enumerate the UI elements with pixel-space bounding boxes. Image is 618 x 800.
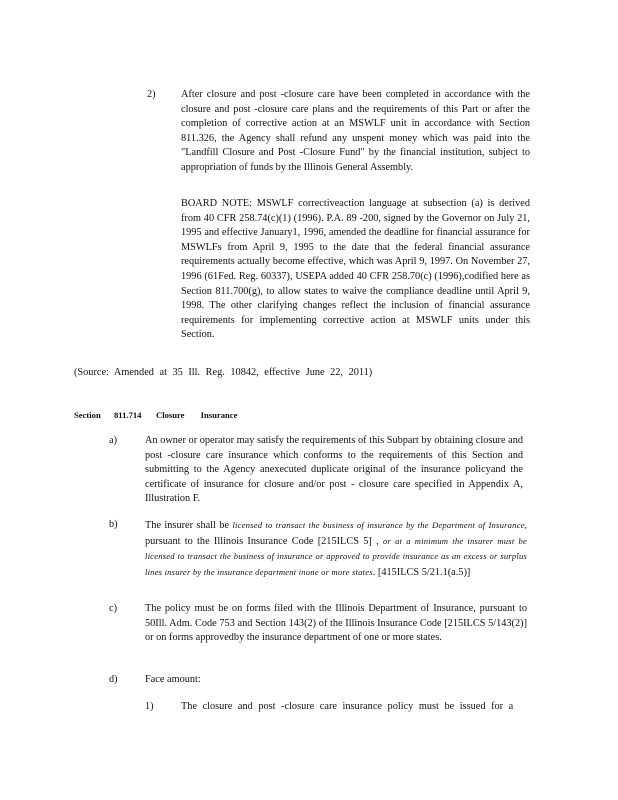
section-label: Section xyxy=(74,410,101,420)
para-d-letter: d) xyxy=(109,674,118,685)
para-d-text: Face amount: xyxy=(145,674,201,685)
para-b-lead: The insurer shall be xyxy=(145,520,230,531)
para-c-text: The policy must be on forms filed with the Illinois Department of Insurance, pursuant to 50Ill. Adm. Code 753 and Section 143(2) of the Illinois Insurance Code [215ILCS 5/143(2)] or on forms approvedby the insurance department of one or more states. xyxy=(145,603,527,644)
para-b-italic-2: or at a minimum the insurer must be licensed to transact the business of insurance or approved to provide insurance as an excess or surplus lines insurer by the insurance department inone or more states xyxy=(145,535,527,577)
para-b-mid: pursuant to the Illinois Insurance Code [215ILCS 5] , xyxy=(145,535,379,547)
para-d1-text: The closure and post -closure care insurance policy must be issued for a xyxy=(181,701,514,712)
para-d1-number: 1) xyxy=(145,701,154,712)
para-b-letter: b) xyxy=(109,519,118,530)
board-note: BOARD NOTE: MSWLF correctiveaction language at subsection (a) is derived from 40 CFR 258.74(c)(1) (1996). P.A. 89 -200, signed by the Governor on July 21, 1995 and effective January1, 1996, amended the deadline for financial assurance for MSWLFs from April 9, 1995 to the date that the federal financial assurance requirements actually become effective, which was April 9, 1997. On November 27, 1996 (61Fed. Reg. 60337), USEPA added 40 CFR 258.70(c) (1996),codified here as Section 811.700(g), to allow states to waive the compliance deadline until April 9, 1998. The other clarifying changes reflect the inclusion of financial assurance requirements for implementing corrective action at MSWLF units under this Section. xyxy=(181,198,530,341)
source-note: (Source: Amended at 35 Ill. Reg. 10842, effective June 22, 2011) xyxy=(74,367,373,378)
para-b-text xyxy=(145,518,527,580)
para-b-tail: . [415ILCS 5/21.1(a.5)] xyxy=(372,566,471,578)
rule-number-2: 2) xyxy=(147,89,156,100)
section-number: 811.714 xyxy=(114,410,142,420)
para-b-italic-1: licensed to transact the business of insurance by the Department of Insurance, xyxy=(232,520,527,530)
para-c-letter: c) xyxy=(109,603,117,614)
section-title: Closure Insurance xyxy=(156,410,238,420)
rule-2-text: After closure and post -closure care have been completed in accordance with the closure and post -closure care plans and the requirements of this Part or after the completion of corrective action at an MSWLF unit in accordance with Section 811.326, the Agency shall refund any unspent money which was paid into the "Landfill Closure and Post -Closure Fund" by the financial institution, subject to appropriation of funds by the Illinois General Assembly. xyxy=(181,89,530,173)
para-a-letter: a) xyxy=(109,435,117,446)
para-a-text: An owner or operator may satisfy the requirements of this Subpart by obtaining closure and post -closure care insurance which conforms to the requirements of this Section and submitting to the Agency anexecuted duplicate original of the insurance policyand the certificate of insurance for closure and/or post - closure care specified in Appendix A, Illustration F. xyxy=(145,435,523,505)
